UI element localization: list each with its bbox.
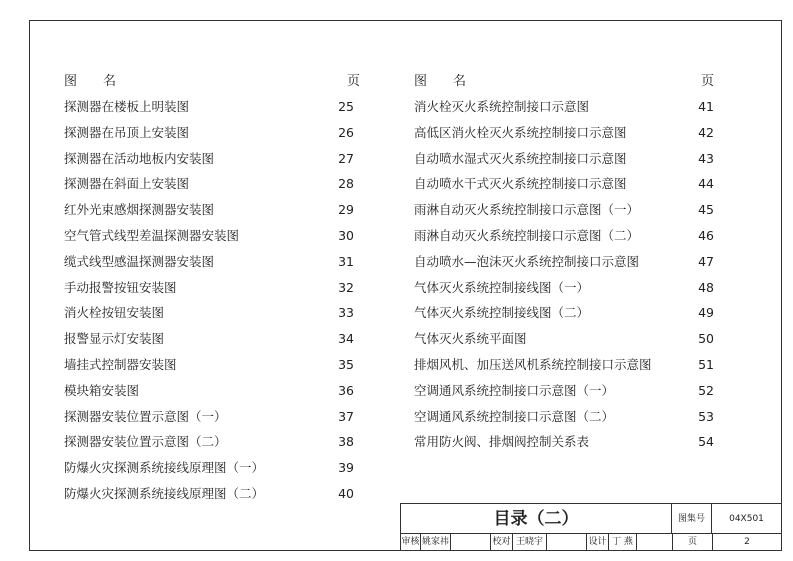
toc-entry	[64, 120, 360, 146]
toc-entry-title: 排烟风机、加压送风机系统控制接口示意图	[414, 356, 652, 372]
toc-entry-title: 手动报警按钮安装图	[64, 279, 177, 295]
header-page-label: 页	[346, 74, 360, 89]
design-name: 丁 燕	[609, 534, 637, 550]
toc-left-column	[64, 70, 360, 507]
toc-entry-page: 41	[698, 99, 714, 114]
toc-entry-page: 53	[698, 408, 714, 424]
atlas-number: 04X501	[712, 504, 781, 534]
toc-entry-page: 38	[338, 434, 354, 450]
page-number: 2	[744, 537, 750, 547]
toc-right-column	[414, 70, 714, 455]
toc-entry	[64, 300, 360, 326]
toc-entry-page: 37	[338, 408, 354, 424]
toc-entry-page: 27	[338, 150, 354, 166]
toc-entry-page: 54	[698, 434, 714, 450]
review-label: 审核	[401, 534, 421, 550]
toc-entry-title: 模块箱安装图	[64, 382, 140, 398]
toc-entry	[64, 171, 360, 197]
toc-entry	[64, 223, 360, 249]
toc-left-header	[64, 70, 360, 94]
title-block	[400, 503, 782, 551]
toc-entry-title: 气体灭火系统控制接线图（一）	[414, 279, 590, 295]
toc-entry	[64, 249, 360, 275]
toc-entry-title: 防爆火灾探测系统接线原理图（一）	[64, 460, 265, 476]
toc-entry	[414, 429, 714, 455]
toc-entry	[64, 94, 360, 120]
toc-entry-title: 消火栓按钮安装图	[64, 305, 165, 321]
toc-entry-title: 探测器在楼板上明装图	[64, 99, 190, 114]
toc-entry-page: 46	[698, 227, 714, 243]
toc-entry-title: 自动喷水干式灭火系统控制接口示意图	[414, 176, 627, 192]
toc-entry-page: 28	[338, 176, 354, 192]
header-name-label: 图 名	[64, 74, 117, 89]
toc-entry-page: 36	[338, 382, 354, 398]
toc-entry-title: 缆式线型感温探测器安装图	[64, 253, 215, 269]
toc-entry-page: 45	[698, 202, 714, 218]
toc-entry	[64, 404, 360, 430]
toc-entry	[64, 378, 360, 404]
toc-entry-title: 常用防火阀、排烟阀控制关系表	[414, 434, 590, 450]
approval-row	[401, 534, 781, 550]
toc-entry-title: 探测器在活动地板内安装图	[64, 150, 215, 166]
toc-entry-title: 探测器安装位置示意图（一）	[64, 408, 227, 424]
toc-entry-page: 48	[698, 279, 714, 295]
toc-right-header	[414, 70, 714, 94]
page-label: 页	[673, 534, 713, 550]
toc-entry-page: 25	[338, 99, 354, 114]
toc-entry-title: 探测器在吊顶上安装图	[64, 124, 190, 140]
toc-entry-page: 43	[698, 150, 714, 166]
toc-entry	[64, 275, 360, 301]
design-label: 设计	[587, 534, 609, 550]
check-signature	[547, 534, 587, 550]
toc-entry-title: 气体灭火系统控制接线图（二）	[414, 305, 590, 321]
toc-entry	[414, 94, 714, 120]
toc-entry	[64, 197, 360, 223]
design-signature	[637, 534, 673, 550]
toc-entry-page: 51	[698, 356, 714, 372]
toc-entry	[414, 197, 714, 223]
toc-entry	[414, 171, 714, 197]
check-label: 校对	[491, 534, 513, 550]
toc-entry-title: 墙挂式控制器安装图	[64, 356, 177, 372]
toc-entry-page: 49	[698, 305, 714, 321]
toc-entry-page: 34	[338, 331, 354, 347]
toc-entry	[64, 352, 360, 378]
toc-entry-title: 探测器安装位置示意图（二）	[64, 434, 227, 450]
toc-entry-page: 39	[338, 460, 354, 476]
toc-entry	[64, 326, 360, 352]
toc-entry-page: 47	[698, 253, 714, 269]
toc-entry-title: 气体灭火系统平面图	[414, 331, 527, 347]
toc-entry	[414, 404, 714, 430]
toc-entry-page: 35	[338, 356, 354, 372]
check-name: 王晓宇	[513, 534, 547, 550]
toc-entry	[414, 275, 714, 301]
toc-entry-page: 32	[338, 279, 354, 295]
toc-entry-page: 29	[338, 202, 354, 218]
toc-entry-page: 30	[338, 227, 354, 243]
toc-entry	[414, 326, 714, 352]
toc-entry	[64, 481, 360, 507]
toc-entry	[414, 146, 714, 172]
toc-entry-title: 高低区消火栓灭火系统控制接口示意图	[414, 124, 627, 140]
toc-entry	[414, 378, 714, 404]
review-signature	[451, 534, 491, 550]
toc-entry	[64, 146, 360, 172]
toc-entry-page: 40	[338, 485, 354, 501]
header-name-label: 图 名	[414, 74, 467, 89]
toc-entry	[64, 455, 360, 481]
toc-entry-title: 空调通风系统控制接口示意图（一）	[414, 382, 615, 398]
toc-entry-title: 雨淋自动灭火系统控制接口示意图（一）	[414, 202, 640, 218]
toc-entry-page: 52	[698, 382, 714, 398]
toc-entry-title: 消火栓灭火系统控制接口示意图	[414, 99, 590, 114]
toc-entry	[414, 223, 714, 249]
toc-entry-page: 50	[698, 331, 714, 347]
toc-entry	[414, 300, 714, 326]
toc-right-list	[414, 94, 714, 455]
toc-entry	[414, 120, 714, 146]
toc-entry	[414, 249, 714, 275]
toc-entry-title: 报警显示灯安装图	[64, 331, 165, 347]
sheet-title: 目录（二）	[401, 504, 672, 534]
toc-entry	[64, 429, 360, 455]
toc-entry-page: 26	[338, 124, 354, 140]
toc-entry-title: 自动喷水—泡沫灭火系统控制接口示意图	[414, 253, 640, 269]
toc-entry-title: 雨淋自动灭火系统控制接口示意图（二）	[414, 227, 640, 243]
toc-entry-page: 33	[338, 305, 354, 321]
toc-entry-title: 空调通风系统控制接口示意图（二）	[414, 408, 615, 424]
review-name: 姚家祎	[421, 534, 451, 550]
toc-entry-title: 红外光束感烟探测器安装图	[64, 202, 215, 218]
toc-entry-page: 42	[698, 124, 714, 140]
toc-entry	[414, 352, 714, 378]
header-page-label: 页	[700, 74, 714, 89]
toc-entry-title: 自动喷水湿式灭火系统控制接口示意图	[414, 150, 627, 166]
toc-entry-page: 31	[338, 253, 354, 269]
toc-left-list	[64, 94, 360, 507]
toc-entry-title: 空气管式线型差温探测器安装图	[64, 227, 240, 243]
atlas-number-label: 图集号	[672, 504, 712, 534]
toc-entry-page: 44	[698, 176, 714, 192]
toc-entry-title: 探测器在斜面上安装图	[64, 176, 190, 192]
toc-entry-title: 防爆火灾探测系统接线原理图（二）	[64, 485, 265, 501]
